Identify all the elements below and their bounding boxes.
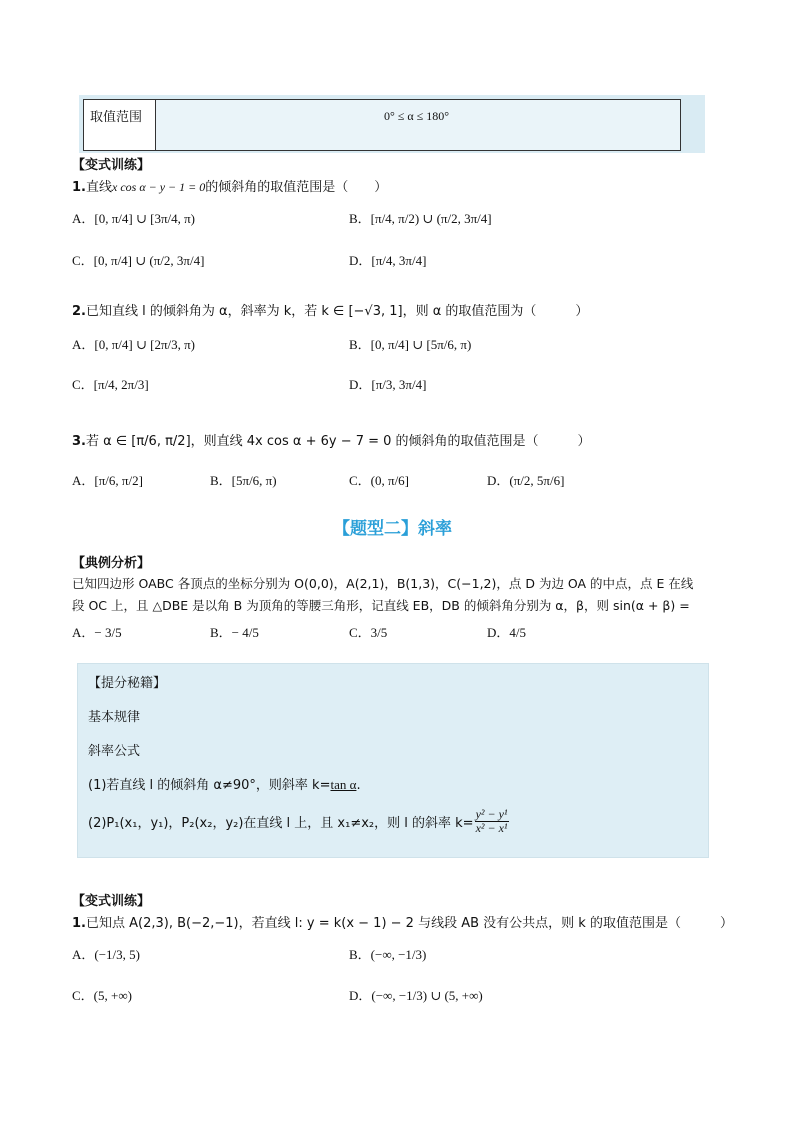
q2-option-a: A．[0, π/4] ∪ [2π/3, π) [72,337,196,352]
tips-item-2 [88,808,510,835]
tips-item-2-text: (2)P₁(x₁，y₁)，P₂(x₂，y₂)在直线 l 上，且 x₁≠x₂，则 l 的斜率 k= [88,816,474,831]
drill2-q1 [72,912,733,931]
q1-pre: 直线 [85,180,112,195]
range-value: 0° ≤ α ≤ 180° [384,109,450,123]
range-table-row [83,99,681,151]
q1-number: 1. [72,180,86,195]
example-option-c: C．3/5 [349,625,388,640]
q3-option-c: C．(0, π/6] [349,473,410,488]
example-line-2: 段 OC 上，且 △DBE 是以角 B 为顶角的等腰三角形，记直线 EB，DB 的倾斜角分别为 α，β，则 sin(α + β) = [72,598,690,613]
slope-numerator: y² − y¹ [475,807,508,821]
d2-q1-text: 已知点 A(2,3), B(−2,−1)，若直线 l: y = k(x − 1) − 2 与线段 AB 没有公共点，则 k 的取值范围是（ ） [85,916,733,931]
drill1-q3 [72,430,591,449]
q1-option-b: B．[π/4, π/2) ∪ (π/2, 3π/4] [349,211,492,226]
q3-option-a: A．[π/6, π/2] [72,473,143,488]
q3-option-b: B．[5π/6, π) [210,473,277,488]
range-label: 取值范围 [84,100,156,150]
q3-option-d: D．(π/2, 5π/6] [487,473,565,488]
drill1-q1 [72,176,387,195]
q2-option-b: B．[0, π/4] ∪ [5π/6, π) [349,337,472,352]
q2-number: 2. [72,304,86,319]
q3-text: 若 α ∈ [π/6, π/2]，则直线 4x cos α + 6y − 7 = 0 的倾斜角的取值范围是（ ） [85,434,591,449]
slope-fraction [475,808,509,835]
d2-q1-number: 1. [72,916,86,931]
q1-option-a: A．[0, π/4] ∪ [3π/4, π) [72,211,196,226]
range-table [79,95,705,153]
tips-item-1-end: . [356,778,361,793]
tips-tag: 【提分秘籍】 [88,676,167,691]
drill2-tag: 【变式训练】 [72,894,151,909]
q2-option-d: D．[π/3, 3π/4] [349,377,427,392]
slope-denominator: x² − x¹ [475,821,508,835]
example-option-b: B．− 4/5 [210,625,259,640]
d2-q1-option-b: B．(−∞, −1/3) [349,947,427,962]
tips-item-1 [88,774,361,793]
tips-box [77,663,709,858]
tips-item-1-tan: tan α [330,777,357,792]
example-option-d: D．4/5 [487,625,527,640]
q1-post: 的倾斜角的取值范围是（ ） [205,180,388,195]
q2-option-c: C．[π/4, 2π/3] [72,377,149,392]
example-line-1: 已知四边形 OABC 各顶点的坐标分别为 O(0,0)，A(2,1)，B(1,3)，C(−1,2)，点 D 为边 OA 的中点，点 E 在线 [72,576,694,591]
section-title: 【题型二】斜率 [333,519,452,539]
q3-number: 3. [72,434,86,449]
q1-option-c: C．[0, π/4] ∪ (π/2, 3π/4] [72,253,205,268]
example-tag: 【典例分析】 [72,556,151,571]
tips-item-1-text: (1)若直线 l 的倾斜角 α≠90°，则斜率 k= [88,778,331,793]
d2-q1-option-d: D．(−∞, −1/3) ∪ (5, +∞) [349,988,483,1003]
drill1-tag: 【变式训练】 [72,158,151,173]
drill1-q2 [72,300,588,319]
d2-q1-option-a: A．(−1/3, 5) [72,947,140,962]
q2-text: 已知直线 l 的倾斜角为 α，斜率为 k，若 k ∈ [−√3, 1]，则 α 的取值范围为（ ） [85,304,589,319]
q1-equation: x cos α − y − 1 = 0 [112,180,206,194]
tips-rule-heading: 基本规律 [88,710,141,725]
d2-q1-option-c: C．(5, +∞) [72,988,132,1003]
q1-option-d: D．[π/4, 3π/4] [349,253,427,268]
tips-slope-heading: 斜率公式 [88,744,141,759]
example-option-a: A．− 3/5 [72,625,122,640]
